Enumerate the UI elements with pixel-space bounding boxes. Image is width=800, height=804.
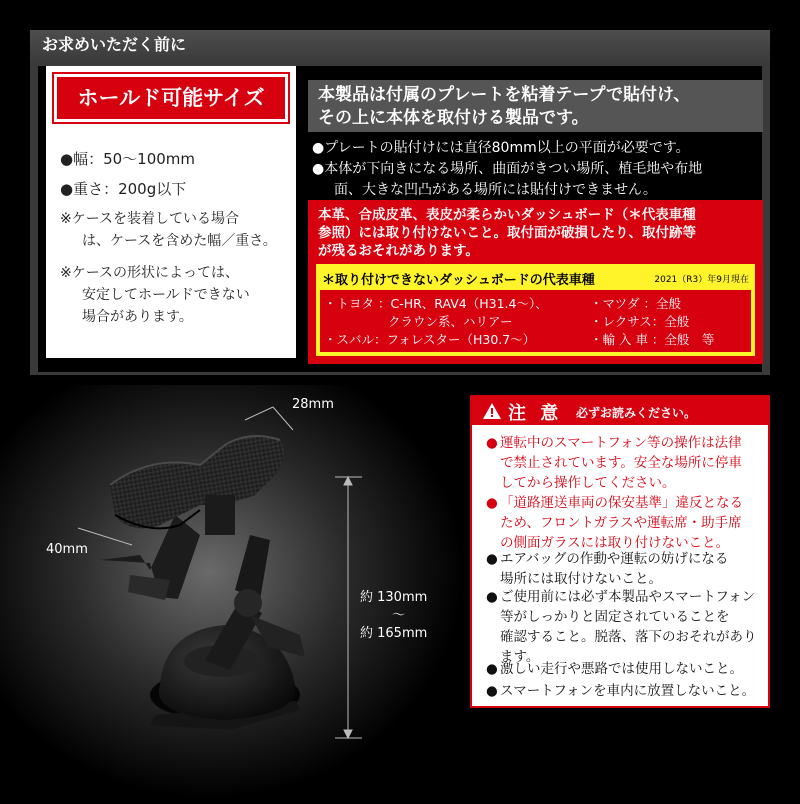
caution-item-line: 等がしっかりと固定されていることを — [500, 609, 730, 625]
width-spec: ●幅：50〜100mm — [60, 150, 196, 168]
car-toyota: ・トヨタ ：C-HR、RAV4（H31.4〜）、 — [324, 296, 548, 311]
vehicle-table-body — [320, 290, 751, 352]
caution-item: ● スマートフォンを車内に放置しないこと。 — [486, 683, 756, 699]
weight-spec: ●重さ：200g以下 — [60, 180, 187, 198]
dashboard-warning-line2: 参照）には取り付けないこと。取付面が破損したり、取付跡等 — [318, 225, 696, 241]
surface-bullet — [312, 159, 762, 201]
case-note — [60, 208, 294, 252]
dim-top-label: 28mm — [292, 397, 334, 412]
dim-side-label: 40mm — [46, 542, 88, 557]
vehicle-table — [316, 264, 755, 356]
caution-item-line: してから操作してください。 — [500, 475, 676, 491]
caution-header — [472, 397, 768, 425]
car-lexus: ・レクサス：全般 — [590, 314, 690, 329]
car-import: ・輸 入 車 ：全般 等 — [590, 332, 715, 347]
caution-item-line: 運転中のスマートフォン等の操作は法律 — [500, 435, 742, 451]
plate-bullet: ●プレートの貼付けには直径80mm以上の平面が必要です。 — [312, 140, 690, 156]
caution-item-line: ます。 — [500, 649, 540, 665]
install-description — [308, 80, 763, 132]
shape-note-line2: 安定してホールドできない — [82, 287, 250, 303]
caution-item: ● 激しい走行や悪路では使用しないこと。 — [486, 661, 743, 677]
car-subaru: ・スバル：フォレスター（H30.7〜） — [324, 332, 536, 347]
surface-bullet-line1: ●本体が下向きになる場所、曲面がきつい場所、植毛地や布地 — [312, 161, 703, 177]
caution-item: ● 運転中のスマートフォン等の操作は法律 で禁止されています。安全な場所に停車 してから操作してください。 — [486, 433, 766, 493]
caution-item-line: の側面ガラスには取り付けないこと。 — [500, 535, 730, 551]
caution-title: 注 意 — [508, 403, 563, 424]
caution-item-line: スマートフォンを車内に放置しないこと。 — [500, 683, 756, 699]
caution-item: ● ご使用前には必ず本製品やスマートフォン 等がしっかりと固定されていることを 確認すること。脱落、落下のおそれがあり ます。 — [486, 587, 766, 667]
dashboard-warning-line1: 本革、合成皮革、表皮が柔らかいダッシュボード（＊代表車種 — [318, 207, 696, 223]
dashboard-warning-text — [318, 206, 758, 260]
dim-height-min: 約 130mm — [360, 590, 428, 605]
caution-panel — [470, 395, 770, 708]
caution-item: ● 「道路運送車両の保安基準」違反となる ため、フロントガラスや運転席・助手席 の側面ガラスには取り付けないこと。 — [486, 493, 766, 553]
shape-note-line1: ※ケースの形状によっては、 — [60, 265, 240, 281]
caution-item-line: ため、フロントガラスや運転席・助手席 — [500, 515, 742, 531]
warning-icon — [482, 402, 502, 420]
dim-height-sep: 〜 — [392, 608, 406, 623]
caution-item-line: エアバッグの作動や運転の妨げになる — [500, 551, 729, 567]
caution-subtitle: 必ずお読みください。 — [576, 406, 697, 420]
case-note-line1: ※ケースを装着している場合 — [60, 211, 240, 227]
dim-height-max: 約 165mm — [360, 626, 428, 641]
car-toyota-cont: クラウン系、ハリアー — [388, 314, 513, 329]
case-note-line2: は、ケースを含めた幅／重さ。 — [82, 233, 277, 249]
caution-item-line: ご使用前には必ず本製品やスマートフォン — [500, 589, 756, 605]
spec-title: ホールド可能サイズ — [54, 74, 288, 122]
shape-note — [60, 262, 294, 328]
dashboard-warning — [308, 200, 763, 364]
car-mazda: ・マツダ ：全般 — [590, 296, 681, 311]
caution-item: ● エアバッグの作動や運転の妨げになる 場所には取付けないこと。 — [486, 549, 766, 589]
install-line2: その上に本体を取付ける製品です。 — [318, 108, 589, 128]
caution-item-line: で禁止されています。安全な場所に停車 — [500, 455, 742, 471]
product-photo-area — [0, 385, 465, 800]
vehicle-table-date: 2021（R3）年9月現在 — [654, 275, 749, 285]
section-header: お求めいただく前に — [30, 30, 770, 60]
install-line1: 本製品は付属のプレートを粘着テープで貼付け、 — [318, 85, 691, 105]
caution-item-line: 確認すること。脱落、落下のおそれがあり — [500, 629, 757, 645]
dashboard-warning-line3: が残るおそれがあります。 — [318, 243, 479, 259]
vehicle-table-title: ＊取り付けできないダッシュボードの代表車種 — [322, 273, 595, 288]
spec-card — [46, 66, 296, 358]
caution-item-line: 激しい走行や悪路では使用しないこと。 — [500, 661, 743, 677]
caution-item-line: 場所には取付けないこと。 — [500, 571, 662, 587]
shape-note-line3: 場合があります。 — [82, 309, 193, 325]
caution-item-line: 「道路運送車両の保安基準」違反となる — [500, 495, 743, 511]
surface-bullet-line2: 面、大きな凹凸がある場所には貼付けできません。 — [334, 182, 657, 198]
